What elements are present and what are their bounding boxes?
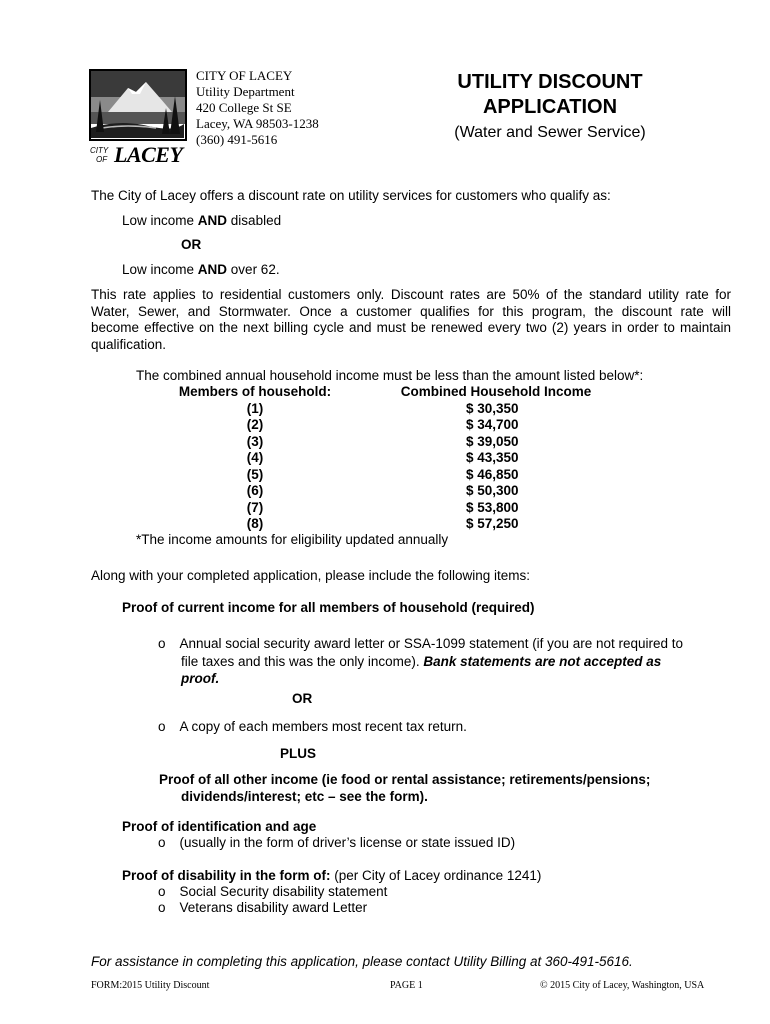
criteria-item: Low income AND disabled xyxy=(122,213,282,228)
paragraph-line: qualification. xyxy=(91,336,167,352)
sub-bullet-icon: o xyxy=(158,884,166,899)
income-table xyxy=(170,384,596,533)
bank-statement-warning: Bank statements are not accepted as xyxy=(423,654,662,669)
table-row: (4) $ 43,350 xyxy=(246,450,519,465)
ssa-item: o Annual social security award letter or SSA-1099 statement (if you are not required to xyxy=(158,636,684,651)
ssa-item-cont: file taxes and this was the only income). Bank statements are not accepted as xyxy=(181,654,662,669)
other-income-line-2: dividends/interest; etc – see the form). xyxy=(181,789,428,804)
table-row: (8) $ 57,250 xyxy=(246,516,519,531)
table-row: (5) $ 46,850 xyxy=(246,466,519,482)
document-title xyxy=(430,70,670,144)
table-row: (1) $ 30,350 xyxy=(246,400,519,416)
income-lead: The combined annual household income must be less than the amount listed below*: xyxy=(136,368,644,383)
intro-lead: The City of Lacey offers a discount rate on utility services for customers who qualify as: xyxy=(91,188,611,203)
sub-bullet-icon: o xyxy=(158,900,166,915)
table-row: (7) $ 53,800 xyxy=(246,499,519,515)
proof-id-item: Proof of identification and age xyxy=(122,819,317,834)
table-row: (3) $ 39,050 xyxy=(246,433,519,449)
footer-page-number: PAGE 1 xyxy=(390,980,423,991)
items-lead: Along with your completed application, please include the following items: xyxy=(91,568,531,583)
criteria-item: Low income AND over 62. xyxy=(122,262,280,277)
income-header: Combined Household Income xyxy=(400,384,592,399)
logo-city-text: CITY xyxy=(90,146,109,155)
rate-paragraph xyxy=(91,287,731,353)
paragraph-line: This rate applies to residential customers only. Discount rates are 50% of the standard utility rate for xyxy=(91,287,731,302)
or-connector: OR xyxy=(181,237,202,252)
footer-copyright: © 2015 City of Lacey, Washington, USA xyxy=(540,980,705,991)
title-subtitle: (Water and Sewer Service) xyxy=(454,124,646,141)
table-row: (6) $ 50,300 xyxy=(246,483,519,498)
dept-line: (360) 491-5616 xyxy=(196,132,278,147)
logo-lacey-text: LACEY xyxy=(114,142,183,167)
other-income-line-1: Proof of all other income (ie food or rental assistance; retirements/pensions; xyxy=(159,772,651,787)
sub-bullet-icon: o xyxy=(158,719,166,734)
sub-bullet-icon: o xyxy=(158,835,166,850)
income-table-header xyxy=(170,384,596,401)
or-connector: OR xyxy=(292,691,313,706)
department-address xyxy=(196,68,319,148)
members-header: Members of household: xyxy=(178,384,332,399)
income-footnote: *The income amounts for eligibility updated annually xyxy=(136,532,449,547)
plus-connector: PLUS xyxy=(280,746,317,761)
proof-disability-item: Proof of disability in the form of: (per City of Lacey ordinance 1241) xyxy=(122,868,542,883)
disability-sub: o Social Security disability statement xyxy=(158,884,388,899)
disability-sub: o Veterans disability award Letter xyxy=(158,900,368,915)
proof-id-sub: o (usually in the form of driver’s license or state issued ID) xyxy=(158,835,516,850)
bank-statement-warning-end: proof. xyxy=(181,671,220,686)
dept-line: Utility Department xyxy=(196,84,295,99)
city-logo xyxy=(88,68,188,170)
paragraph-line: become effective on the next billing cycle and must be renewed every two (2) years in order to maintain xyxy=(91,320,731,335)
assistance-note: For assistance in completing this application, please contact Utility Billing at 360-491-5616. xyxy=(91,954,633,969)
title-line-1: UTILITY DISCOUNT xyxy=(457,71,643,93)
tax-return-item: o A copy of each members most recent tax return. xyxy=(158,719,467,734)
title-line-2: APPLICATION xyxy=(482,96,618,118)
proof-income-item: Proof of current income for all members of household (required) xyxy=(122,600,535,615)
paragraph-line: Water, Sewer, and Stormwater. Once a customer qualifies for this program, the discount rate will xyxy=(91,303,731,319)
dept-line: Lacey, WA 98503-1238 xyxy=(196,116,319,131)
dept-line: CITY OF LACEY xyxy=(196,68,293,83)
logo-of-text: OF xyxy=(96,155,108,164)
footer-form-id: FORM:2015 Utility Discount xyxy=(91,980,210,991)
dept-line: 420 College St SE xyxy=(196,100,292,115)
table-row: (2) $ 34,700 xyxy=(246,417,519,432)
sub-bullet-icon: o xyxy=(158,636,166,651)
